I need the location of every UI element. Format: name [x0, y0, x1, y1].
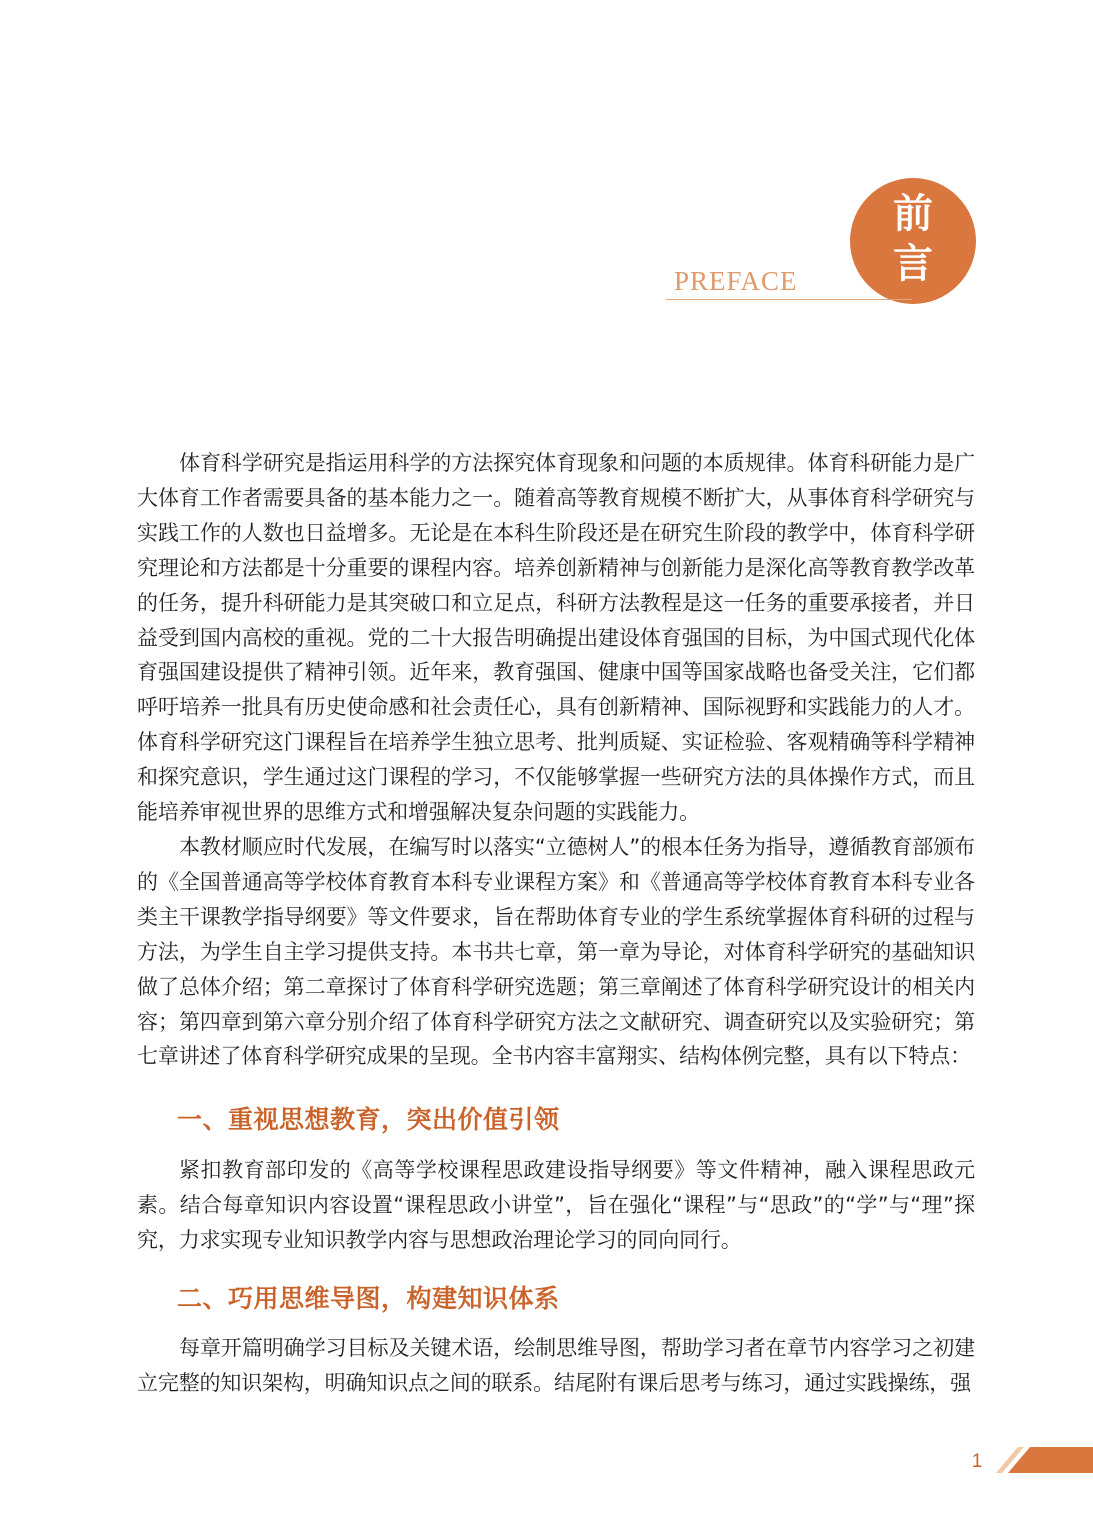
- main-content: [137, 446, 975, 1401]
- section-body-2: 每章开篇明确学习目标及关键术语，绘制思维导图，帮助学习者在章节内容学习之初建立完整的知识架构，明确知识点之间的联系。结尾附有课后思考与练习，通过实践操练，强: [137, 1336, 975, 1395]
- preface-header: [0, 0, 1093, 320]
- preface-subtitle: PREFACE: [674, 266, 798, 296]
- section-heading-1: 一、重视思想教育，突出价值引领: [177, 1105, 560, 1135]
- section-heading-2: 二、巧用思维导图，构建知识体系: [177, 1284, 560, 1314]
- header-divider: [666, 299, 912, 300]
- intro-paragraph-2: 本教材顺应时代发展，在编写时以落实“立德树人”的根本任务为指导，遵循教育部颁布的《全国普通高等学校体育教育本科专业课程方案》和《普通高等学校体育教育本科专业各类主干课教学指导纲要》等文件要求，旨在帮助体育专业的学生系统掌握体育科研的过程与方法，为学生自主学习提供支持。本书共七章，第一章为导论，对体育科学研究的基础知识做了总体介绍；第二章探讨了体育科学研究选题；第三章阐述了体育科学研究设计的相关内容；第四章到第六章分别介绍了体育科学研究方法之文献研究、调查研究以及实验研究；第七章讲述了体育科学研究成果的呈现。全书内容丰富翔实、结构体例完整，具有以下特点：: [137, 834, 975, 1069]
- title-circle-badge: [850, 178, 976, 304]
- section-body-1: 紧扣教育部印发的《高等学校课程思政建设指导纲要》等文件精神，融入课程思政元素。结合每章知识内容设置“课程思政小讲堂”，旨在强化“课程”与“思政”的“学”与“理”探究，力求实现专业知识教学内容与思想政治理论学习的同向同行。: [137, 1158, 975, 1253]
- page-corner-tab: [996, 1447, 1093, 1473]
- title-char-qian: 前: [893, 190, 933, 237]
- corner-tab-fill: [1008, 1447, 1093, 1473]
- page-number: 1: [971, 1451, 983, 1472]
- title-char-yan: 言: [893, 240, 933, 287]
- intro-paragraph-1: 体育科学研究是指运用科学的方法探究体育现象和问题的本质规律。体育科研能力是广大体育工作者需要具备的基本能力之一。随着高等教育规模不断扩大，从事体育科学研究与实践工作的人数也日益增多。无论是在本科生阶段还是在研究生阶段的教学中，体育科学研究理论和方法都是十分重要的课程内容。培养创新精神与创新能力是深化高等教育教学改革的任务，提升科研能力是其突破口和立足点，科研方法教程是这一任务的重要承接者，并日益受到国内高校的重视。党的二十大报告明确提出建设体育强国的目标，为中国式现代化体育强国建设提供了精神引领。近年来，教育强国、健康中国等国家战略也备受关注，它们都呼吁培养一批具有历史使命感和社会责任心，具有创新精神、国际视野和实践能力的人才。体育科学研究这门课程旨在培养学生独立思考、批判质疑、实证检验、客观精确等科学精神和探究意识，学生通过这门课程的学习，不仅能够掌握一些研究方法的具体操作方式，而且能培养审视世界的思维方式和增强解决复杂问题的实践能力。: [137, 451, 975, 825]
